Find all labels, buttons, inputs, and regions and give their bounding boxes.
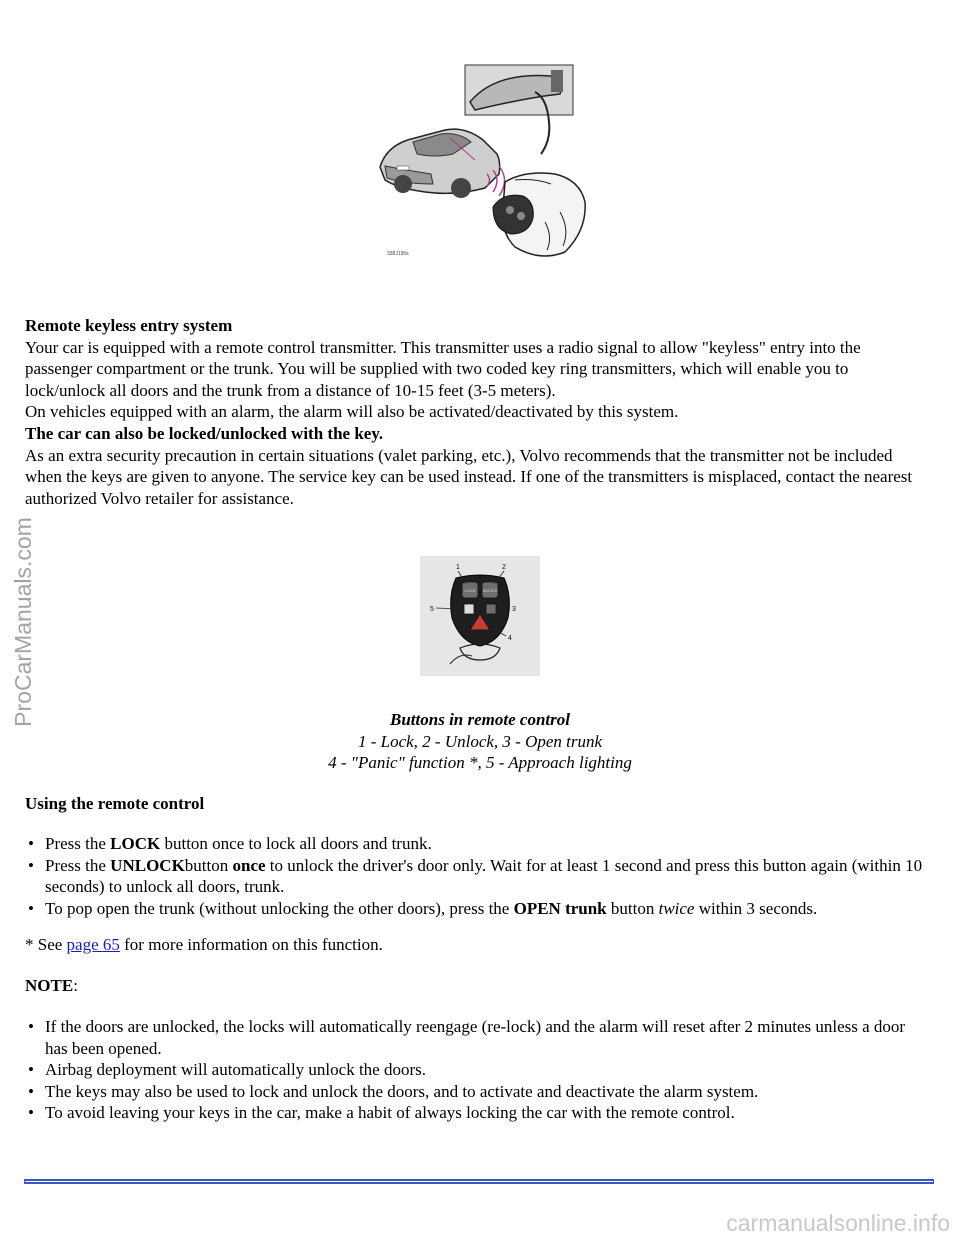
site-watermark: carmanualsonline.info <box>726 1210 950 1236</box>
using-list <box>25 833 930 919</box>
list-item: • Press the LOCK button once to lock all doors and trunk. <box>25 833 930 855</box>
list-item: • To avoid leaving your keys in the car, make a habit of always locking the car with the remote control. <box>25 1102 930 1124</box>
label-1: 1 <box>456 564 460 571</box>
intro-paragraph-3: The car can also be locked/unlocked with the key. <box>25 423 384 443</box>
list-item: • To pop open the trunk (without unlocking the other doors), press the OPEN trunk button twice within 3 seconds. <box>25 898 930 920</box>
list-item: • If the doors are unlocked, the locks will automatically reengage (re-lock) and the alarm will reset after 2 minutes unless a door has been opened. <box>25 1016 930 1059</box>
caption-title: Buttons in remote control <box>390 710 570 729</box>
label-2: 2 <box>502 564 506 571</box>
car-remote-illustration <box>375 62 590 272</box>
lock-button-text: LOCK <box>464 588 476 593</box>
caption-line-2: 4 - "Panic" function *, 5 - Approach lighting <box>328 753 632 772</box>
figure-code: 338J195s <box>387 251 409 257</box>
watermark-text: ProCarManuals.com <box>10 517 37 727</box>
label-4: 4 <box>508 635 512 642</box>
footer-divider <box>24 1179 934 1184</box>
page-65-link[interactable]: page 65 <box>66 935 120 954</box>
remote-buttons-diagram <box>420 556 540 676</box>
label-3: 3 <box>512 606 516 613</box>
unlock-button-text: UNLOCK <box>482 589 498 593</box>
intro-paragraph-2: On vehicles equipped with an alarm, the alarm will also be activated/deactivated by this system. <box>25 402 679 422</box>
intro-section <box>25 315 930 509</box>
intro-paragraph-1: Your car is equipped with a remote control transmitter. This transmitter uses a radio signal to allow "keyless" entry into the passenger compartment or the trunk. You will be supplied with two coded key ring transmitters, which will enable you to lock/unlock all doors and the trunk from a distance of 10-15 feet (3-5 meters). <box>25 337 861 400</box>
caption-line-1: 1 - Lock, 2 - Unlock, 3 - Open trunk <box>357 731 603 751</box>
intro-paragraph-4: As an extra security precaution in certain situations (valet parking, etc.), Volvo recommends that the transmitter not be included when the keys are given to anyone. The service key can be used instead. If one of the transmitters is misplaced, contact the nearest authorized Volvo retailer for assistance. <box>25 445 913 508</box>
list-item: • The keys may also be used to lock and unlock the doors, and to activate and deactivate the alarm system. <box>25 1081 930 1103</box>
figure-caption <box>0 709 960 774</box>
using-heading: Using the remote control <box>25 794 205 813</box>
watermark <box>6 512 42 732</box>
list-item: • Press the UNLOCKbutton once to unlock the driver's door only. Wait for at least 1 second and press this button again (within 10 seconds) to unlock all doors, trunk. <box>25 855 930 898</box>
note-heading: NOTE: <box>25 976 78 995</box>
list-item: • Airbag deployment will automatically unlock the doors. <box>25 1059 930 1081</box>
see-also: * See page 65 for more information on this function. <box>25 935 383 954</box>
section-heading: Remote keyless entry system <box>25 316 233 335</box>
note-list <box>25 1016 930 1124</box>
label-5: 5 <box>430 606 434 613</box>
